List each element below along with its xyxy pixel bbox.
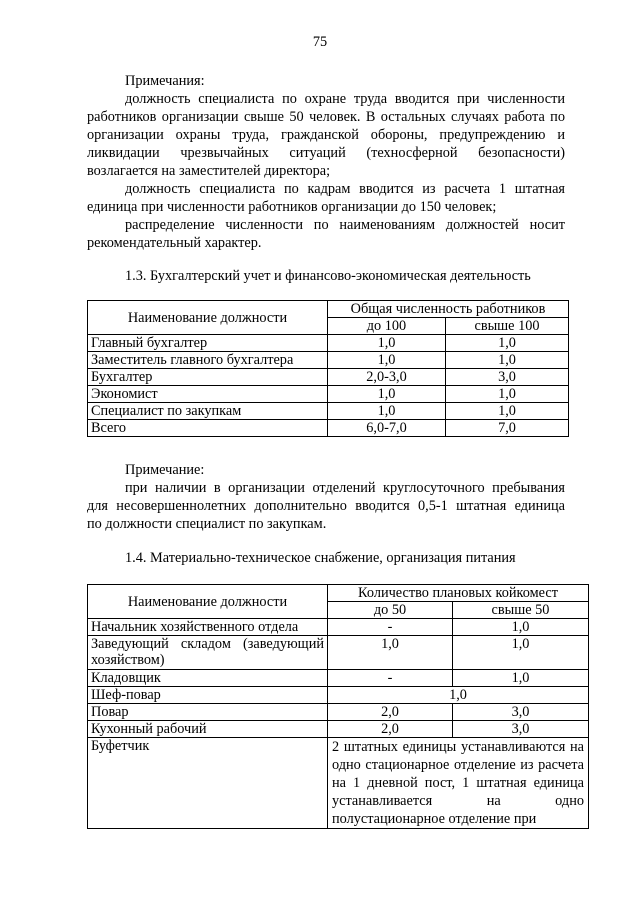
table-row <box>88 403 569 420</box>
notes-title: Примечание: <box>125 462 205 478</box>
note-line: должность специалиста по кадрам вводится из расчета 1 штатная <box>125 181 565 197</box>
value-col2: 1,0 <box>446 386 569 403</box>
note-line: единица при численности работников организации до 150 человек; <box>87 199 497 215</box>
value-col2: 1,0 <box>453 670 589 687</box>
notes-title: Примечания: <box>125 73 205 89</box>
value-col1: 1,0 <box>328 386 446 403</box>
value-merged-text: 2 штатных единицы устанавливаются на одно стационарное отделение из расчета на 1 дневной пост, 1 штатная единица устанавливается на одно полустационарное отделение при <box>328 738 589 829</box>
note-line: при наличии в организации отделений круглосуточного пребывания <box>125 480 565 496</box>
value-col2: 3,0 <box>453 721 589 738</box>
header-position: Наименование должности <box>88 301 328 335</box>
value-col2: 1,0 <box>453 636 589 670</box>
table-row <box>88 687 589 704</box>
header-col2: свыше 100 <box>446 318 569 335</box>
value-col1: - <box>328 619 453 636</box>
value-col2: 3,0 <box>446 369 569 386</box>
table-row <box>88 738 589 829</box>
table-row <box>88 619 589 636</box>
value-col2: 1,0 <box>446 352 569 369</box>
note-line: распределение численности по наименованиям должностей носит <box>125 217 565 233</box>
page-number: 75 <box>312 34 328 50</box>
note-line: организации охраны труда, гражданской обороны, предупреждению и <box>87 127 565 143</box>
value-col1: - <box>328 670 453 687</box>
value-col1: 1,0 <box>328 352 446 369</box>
position-name: Шеф-повар <box>88 687 328 704</box>
table-row <box>88 636 589 670</box>
value-col1: 2,0-3,0 <box>328 369 446 386</box>
note-line: работников организации свыше 50 человек. В остальных случаях работа по <box>87 109 565 125</box>
position-name: Заведующий складом (заведующий хозяйством) <box>88 636 328 670</box>
position-name: Главный бухгалтер <box>88 335 328 352</box>
note-line: должность специалиста по охране труда вводится при численности <box>125 91 565 107</box>
position-name: Специалист по закупкам <box>88 403 328 420</box>
position-name: Заместитель главного бухгалтера <box>88 352 328 369</box>
value-col1: 1,0 <box>328 403 446 420</box>
value-merged: 1,0 <box>328 687 589 704</box>
table-row <box>88 420 569 437</box>
header-group: Общая численность работников <box>328 301 569 318</box>
accounting-staff-table <box>87 300 569 437</box>
position-name: Кухонный рабочий <box>88 721 328 738</box>
position-name: Буфетчик <box>88 738 328 829</box>
note-line: ликвидации чрезвычайных ситуаций (техносферной безопасности) <box>87 145 565 161</box>
table-row <box>88 335 569 352</box>
position-name: Кладовщик <box>88 670 328 687</box>
header-col1: до 100 <box>328 318 446 335</box>
value-col1: 1,0 <box>328 335 446 352</box>
position-name: Всего <box>88 420 328 437</box>
note-line: возлагается на заместителей директора; <box>87 163 331 179</box>
section-heading-1-4: 1.4. Материально-техническое снабжение, организация питания <box>125 550 516 566</box>
value-col2: 1,0 <box>446 403 569 420</box>
position-name: Экономист <box>88 386 328 403</box>
note-line: рекомендательный характер. <box>87 235 262 251</box>
table-row <box>88 721 589 738</box>
table-row <box>88 670 589 687</box>
note-line: для несовершеннолетних дополнительно вводится 0,5-1 штатная единица <box>87 498 565 514</box>
value-col2: 1,0 <box>453 619 589 636</box>
table-row <box>88 704 589 721</box>
position-name: Бухгалтер <box>88 369 328 386</box>
header-col2: свыше 50 <box>453 602 589 619</box>
value-col1: 2,0 <box>328 721 453 738</box>
header-group: Количество плановых койкомест <box>328 585 589 602</box>
table-row <box>88 386 569 403</box>
header-col1: до 50 <box>328 602 453 619</box>
table-row <box>88 369 569 386</box>
value-col1: 6,0-7,0 <box>328 420 446 437</box>
value-col1: 2,0 <box>328 704 453 721</box>
value-col1: 1,0 <box>328 636 453 670</box>
value-col2: 1,0 <box>446 335 569 352</box>
supply-staff-table <box>87 584 589 829</box>
section-heading-1-3: 1.3. Бухгалтерский учет и финансово-экономическая деятельность <box>125 268 531 284</box>
table-row <box>88 352 569 369</box>
value-col2: 7,0 <box>446 420 569 437</box>
position-name: Повар <box>88 704 328 721</box>
header-position: Наименование должности <box>88 585 328 619</box>
note-line: по должности специалист по закупкам. <box>87 516 327 532</box>
value-col2: 3,0 <box>453 704 589 721</box>
position-name: Начальник хозяйственного отдела <box>88 619 328 636</box>
